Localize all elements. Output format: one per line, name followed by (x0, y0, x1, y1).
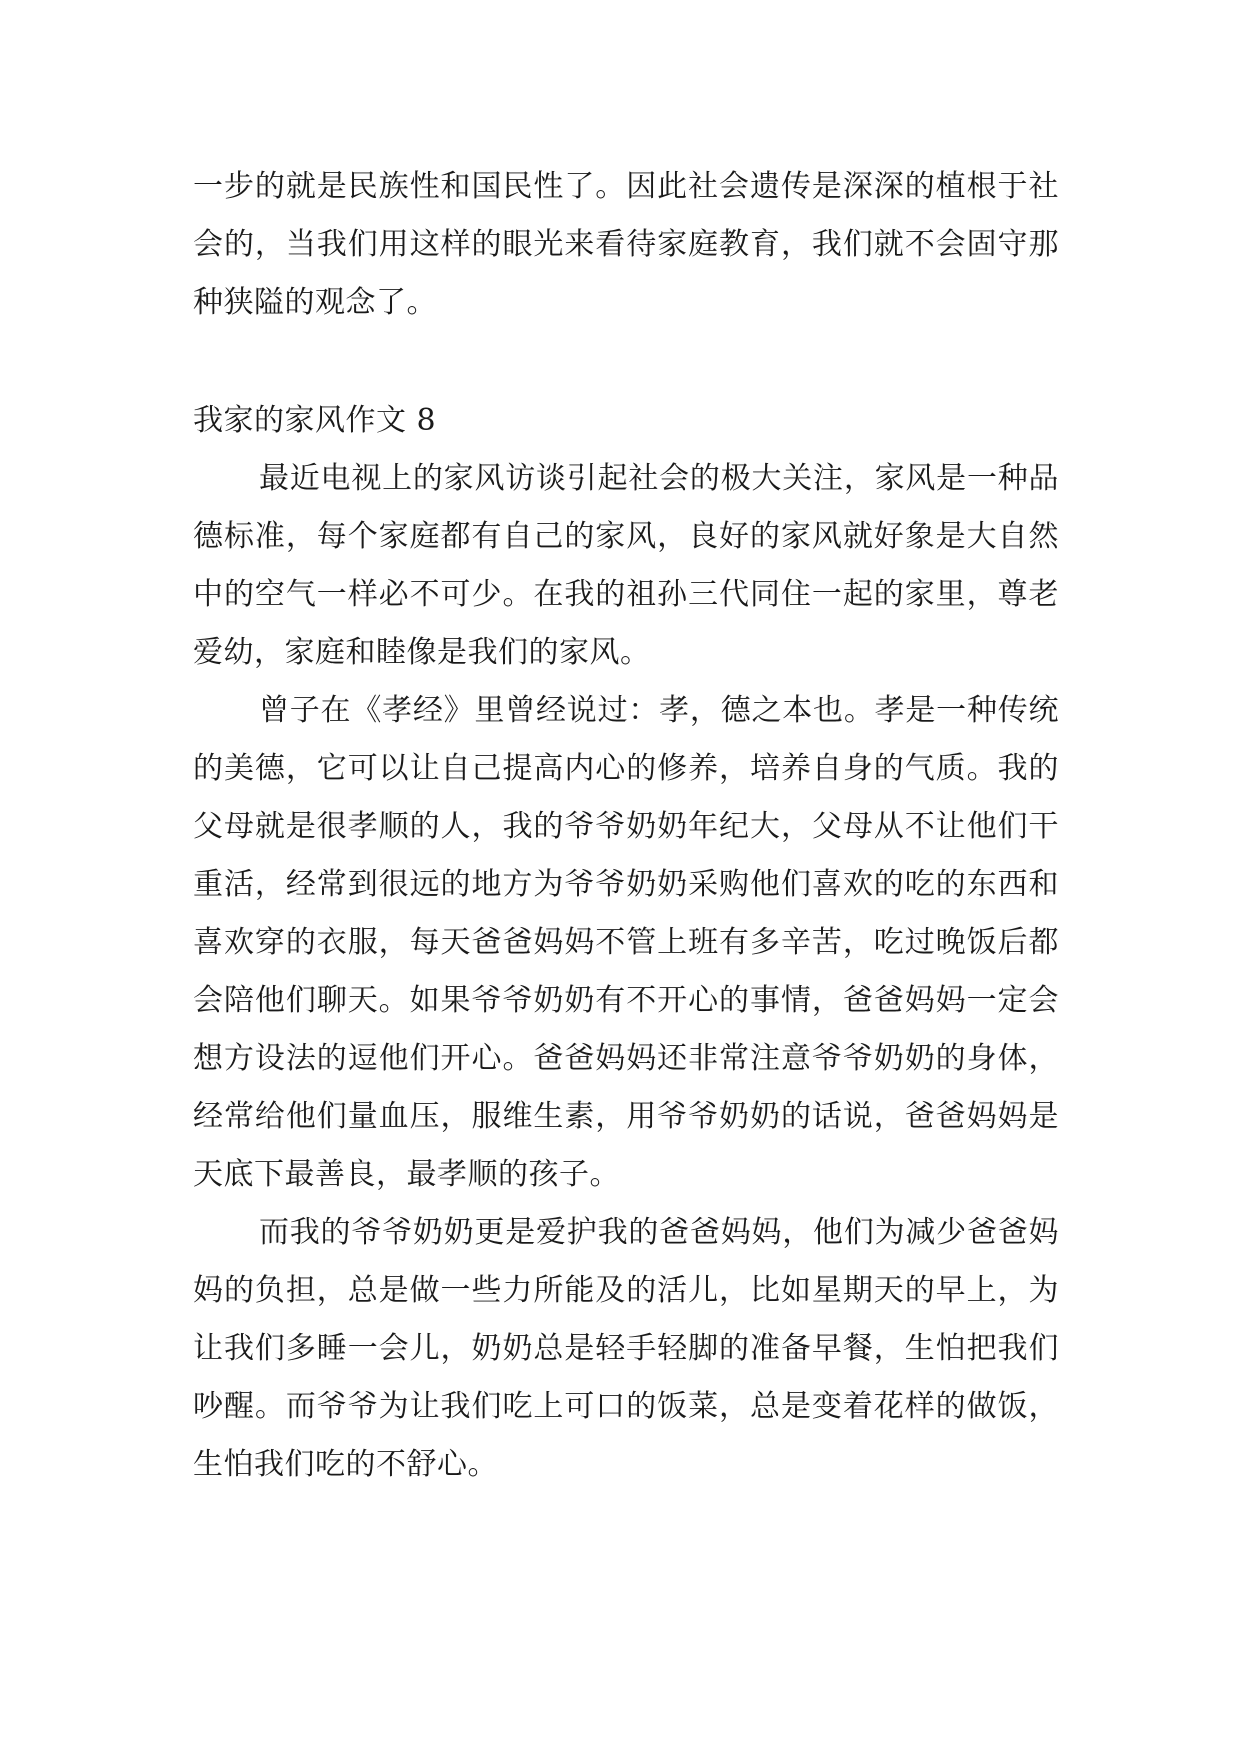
essay-paragraph-1: 最近电视上的家风访谈引起社会的极大关注，家风是一种品德标准，每个家庭都有自己的家风，良好的家风就好象是大自然中的空气一样必不可少。在我的祖孙三代同住一起的家里，尊老爱幼，家庭和睦像是我们的家风。 (193, 461, 1059, 670)
continuation-text (193, 158, 1059, 332)
essay-body (193, 450, 1059, 1494)
essay-paragraph-2: 曾子在《孝经》里曾经说过：孝，德之本也。孝是一种传统的美德，它可以让自己提高内心的修养，培养自身的气质。我的父母就是很孝顺的人，我的爷爷奶奶年纪大，父母从不让他们干重活，经常到很远的地方为爷爷奶奶采购他们喜欢的吃的东西和喜欢穿的衣服，每天爸爸妈妈不管上班有多辛苦，吃过晚饭后都会陪他们聊天。如果爷爷奶奶有不开心的事情，爸爸妈妈一定会想方设法的逗他们开心。爸爸妈妈还非常注意爷爷奶奶的身体，经常给他们量血压，服维生素，用爷爷奶奶的话说，爸爸妈妈是天底下最善良，最孝顺的孩子。 (193, 693, 1059, 1192)
continuation-paragraph: 一步的就是民族性和国民性了。因此社会遗传是深深的植根于社会的，当我们用这样的眼光来看待家庭教育，我们就不会固守那种狭隘的观念了。 (193, 169, 1059, 320)
essay-paragraph-3: 而我的爷爷奶奶更是爱护我的爸爸妈妈，他们为减少爸爸妈妈的负担，总是做一些力所能及的活儿，比如星期天的早上，为让我们多睡一会儿，奶奶总是轻手轻脚的准备早餐，生怕把我们吵醒。而爷爷为让我们吃上可口的饭菜，总是变着花样的做饭，生怕我们吃的不舒心。 (193, 1215, 1059, 1482)
section-title: 我家的家风作文 8 (193, 403, 437, 438)
